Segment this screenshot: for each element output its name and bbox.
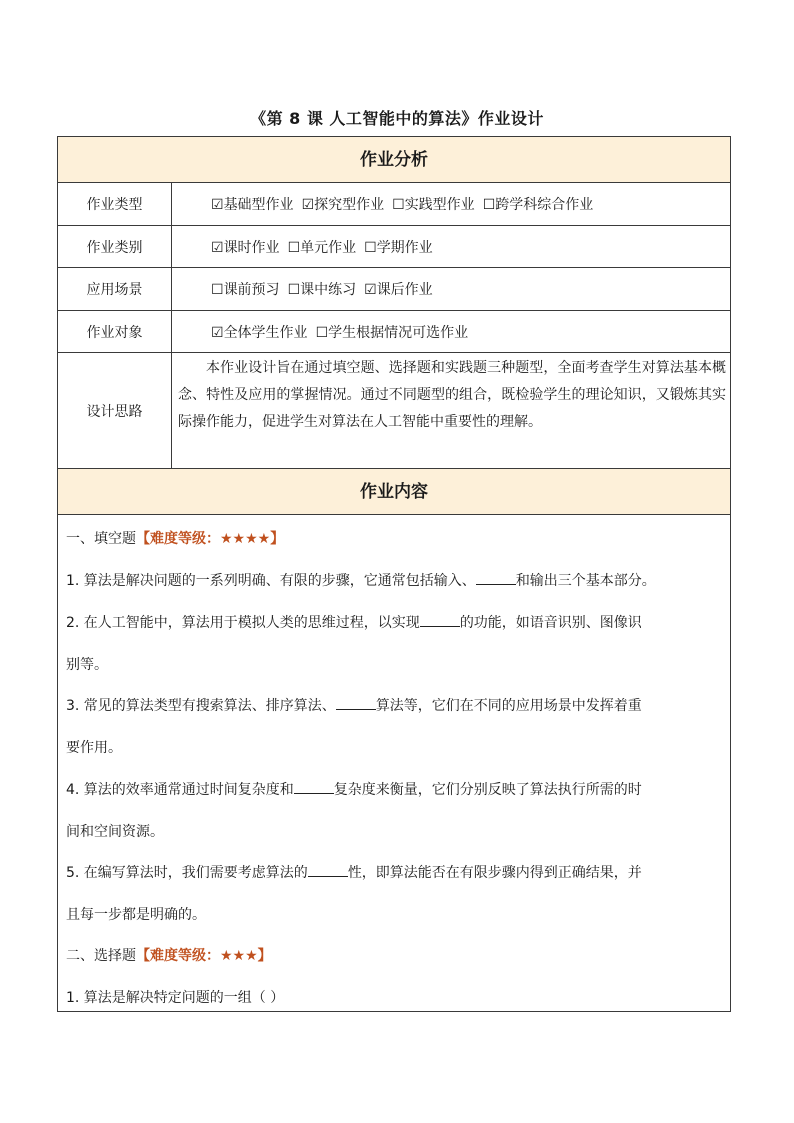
answer-blank[interactable] <box>420 612 460 627</box>
checkbox-icon: ☐ <box>287 282 301 298</box>
checkbox-icon: ☐ <box>315 324 329 341</box>
row-design-idea <box>58 353 730 469</box>
checkbox-option[interactable]: ☑基础型作业 <box>211 197 294 213</box>
checkbox-option[interactable]: ☐学生根据情况可选作业 <box>315 324 469 341</box>
question-4: 4. 算法的效率通常通过时间复杂度和 复杂度来衡量，它们分别反映了算法执行所需的时 <box>66 779 726 799</box>
option-group <box>211 183 601 225</box>
question-5: 5. 在编写算法时，我们需要考虑算法的 性，即算法能否在有限步骤内得到正确结果，并 <box>66 862 726 882</box>
row-label: 作业类别 <box>58 226 172 267</box>
checkbox-icon: ☑ <box>301 197 315 213</box>
row-label: 作业类型 <box>58 183 172 225</box>
question-5-continued: 且每一步都是明确的。 <box>66 907 206 923</box>
answer-blank[interactable] <box>336 695 376 710</box>
row-label: 应用场景 <box>58 268 172 310</box>
option-group <box>211 311 476 352</box>
option-group <box>211 226 441 267</box>
checkbox-option[interactable]: ☑课后作业 <box>364 282 433 298</box>
checkbox-icon: ☑ <box>211 324 224 341</box>
row-target-students <box>58 311 730 353</box>
row-assignment-type <box>58 183 730 226</box>
question-1: 1. 算法是解决问题的一系列明确、有限的步骤，它通常包括输入、 和输出三个基本部分。 <box>66 570 726 590</box>
checkbox-option[interactable]: ☑全体学生作业 <box>211 324 308 341</box>
checkbox-icon: ☐ <box>364 239 377 256</box>
row-label: 作业对象 <box>58 311 172 352</box>
content-header: 作业内容 <box>58 469 730 515</box>
question-4-continued: 间和空间资源。 <box>66 824 164 840</box>
difficulty-badge: 【难度等级：★★★】 <box>136 948 272 964</box>
checkbox-option[interactable]: ☐课中练习 <box>287 282 357 298</box>
assignment-table <box>57 136 731 1012</box>
answer-blank[interactable] <box>308 862 348 877</box>
checkbox-icon: ☐ <box>482 197 496 213</box>
checkbox-icon: ☐ <box>211 282 224 298</box>
choice-question-1: 1. 算法是解决特定问题的一组（ ） <box>66 990 285 1006</box>
checkbox-icon: ☐ <box>392 197 405 213</box>
checkbox-option[interactable]: ☐课前预习 <box>211 282 280 298</box>
document-title: 《第 8 课 人工智能中的算法》作业设计 <box>250 109 544 128</box>
analysis-header: 作业分析 <box>58 137 730 183</box>
question-2: 2. 在人工智能中，算法用于模拟人类的思维过程，以实现 的功能，如语音识别、图像识 <box>66 612 726 632</box>
section-multiple-choice: 二、选择题【难度等级：★★★】 <box>66 948 272 964</box>
checkbox-option[interactable]: ☐实践型作业 <box>392 197 475 213</box>
difficulty-badge: 【难度等级：★★★★】 <box>136 531 285 547</box>
checkbox-option[interactable]: ☐学期作业 <box>364 239 433 256</box>
checkbox-icon: ☐ <box>287 239 301 256</box>
section-fill-in-blank: 一、填空题【难度等级：★★★★】 <box>66 531 285 547</box>
checkbox-option[interactable]: ☐跨学科综合作业 <box>482 197 594 213</box>
checkbox-option[interactable]: ☐单元作业 <box>287 239 357 256</box>
checkbox-icon: ☑ <box>211 239 224 256</box>
question-3: 3. 常见的算法类型有搜索算法、排序算法、 算法等，它们在不同的应用场景中发挥着重 <box>66 695 726 715</box>
question-2-continued: 别等。 <box>66 657 108 673</box>
row-label: 设计思路 <box>58 353 172 468</box>
answer-blank[interactable] <box>476 570 516 585</box>
row-application-scene <box>58 268 730 311</box>
checkbox-option[interactable]: ☑探究型作业 <box>301 197 385 213</box>
checkbox-option[interactable]: ☑课时作业 <box>211 239 280 256</box>
question-3-continued: 要作用。 <box>66 740 122 756</box>
answer-blank[interactable] <box>294 779 334 794</box>
row-assignment-category <box>58 226 730 268</box>
checkbox-icon: ☑ <box>364 282 377 298</box>
option-group <box>211 268 441 310</box>
checkbox-icon: ☑ <box>211 197 224 213</box>
design-idea-text: 本作业设计旨在通过填空题、选择题和实践题三种题型，全面考查学生对算法基本概念、特性及应用的掌握情况。通过不同题型的组合，既检验学生的理论知识，又锻炼其实际操作能力，促进学生对算法在人工智能中重要性的理解。 <box>178 360 726 430</box>
